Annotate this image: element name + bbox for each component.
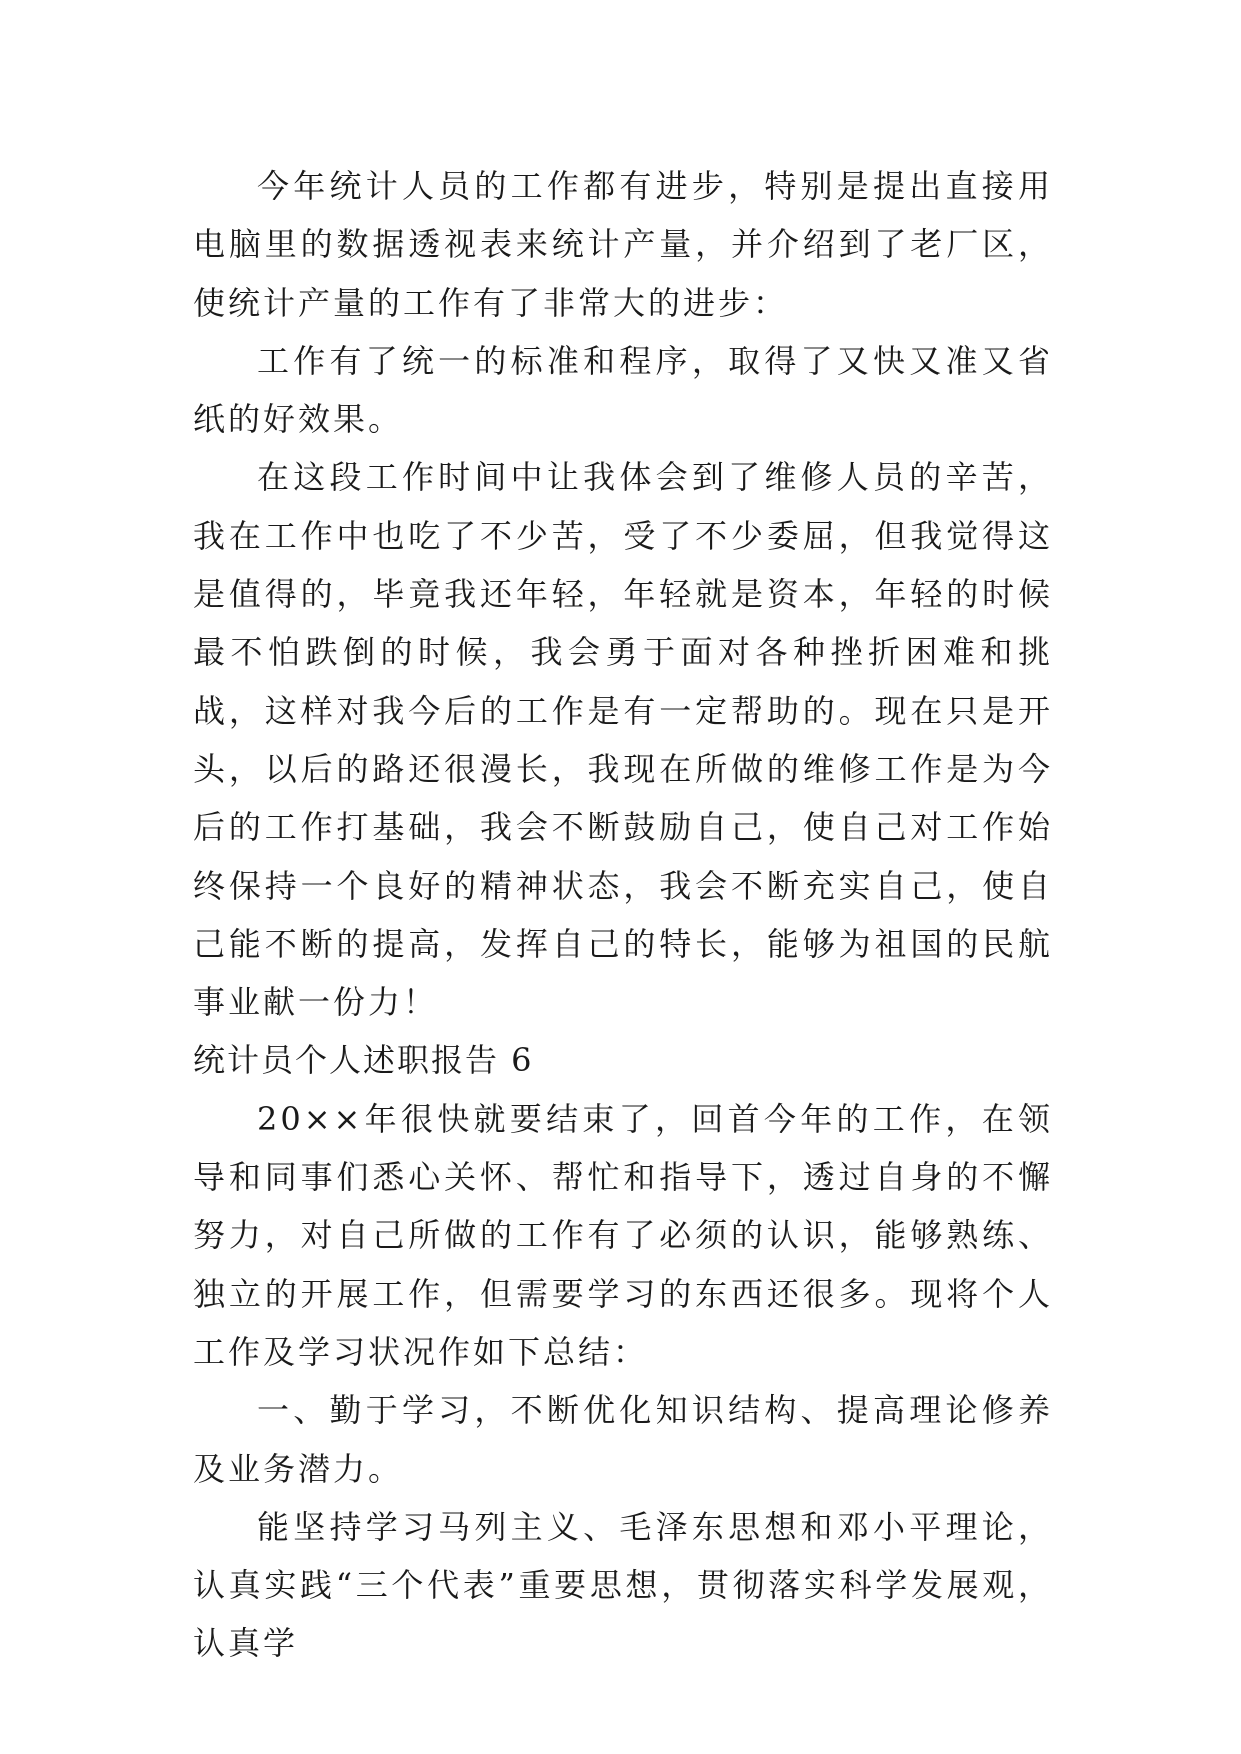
paragraph-theory-study: 能坚持学习马列主义、毛泽东思想和邓小平理论，认真实践“三个代表”重要思想，贯彻落实科学发展观，认真学 — [193, 1507, 1053, 1663]
paragraph-unified-standard: 工作有了统一的标准和程序，取得了又快又准又省纸的好效果。 — [193, 341, 1053, 439]
paragraph-maintenance-experience: 在这段工作时间中让我体会到了维修人员的辛苦，我在工作中也吃了不少苦，受了不少委屈，但我觉得这是值得的，毕竟我还年轻，年轻就是资本，年轻的时候最不怕跌倒的时候，我会勇于面对各种挫折困难和挑战，这样对我今后的工作是有一定帮助的。现在只是开头，以后的路还很漫长，我现在所做的维修工作是为今后的工作打基础，我会不断鼓励自己，使自己对工作始终保持一个良好的精神状态，我会不断充实自己，使自己能不断的提高，发挥自己的特长，能够为祖国的民航事业献一份力！ — [193, 458, 1053, 1022]
paragraph-statistics-progress: 今年统计人员的工作都有进步，特别是提出直接用电脑里的数据透视表来统计产量，并介绍到了老厂区，使统计产量的工作有了非常大的进步： — [193, 167, 1053, 322]
paragraph-year-summary: 20××年很快就要结束了，回首今年的工作，在领导和同事们悉心关怀、帮忙和指导下，透过自身的不懈努力，对自己所做的工作有了必须的认识，能够熟练、独立的开展工作，但需要学习的东西还很多。现将个人工作及学习状况作如下总结： — [193, 1099, 1053, 1371]
paragraph-section-one-title: 一、勤于学习，不断优化知识结构、提高理论修养及业务潜力。 — [193, 1391, 1053, 1488]
section-heading-report-6: 统计员个人述职报告 6 — [193, 1041, 534, 1080]
document-body — [193, 157, 1053, 1673]
